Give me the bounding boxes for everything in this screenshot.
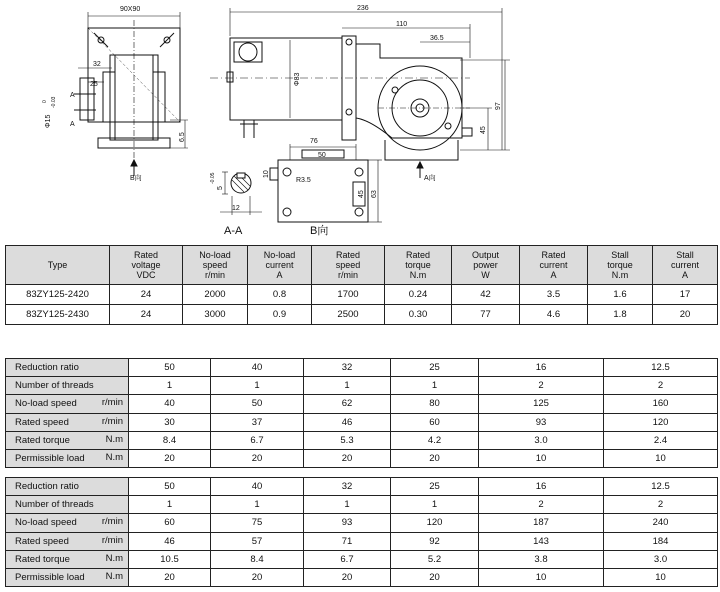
- gearbox-table-1: [5, 358, 718, 468]
- dim-shaft-tol-top: 0: [42, 100, 48, 103]
- dim-10: 10: [263, 170, 270, 178]
- table-cell: 93: [479, 413, 604, 431]
- row-label: Rated speed r/min: [6, 532, 129, 550]
- table-row: [6, 395, 718, 413]
- row-label: No-load speed r/min: [6, 395, 129, 413]
- row-label: Reduction ratio: [6, 359, 129, 377]
- front-view: [74, 12, 188, 176]
- header-cell: Stall current A: [653, 246, 718, 285]
- header-cell: No-load current A: [248, 246, 312, 285]
- table-cell: 4.2: [391, 431, 479, 449]
- table-cell: 1: [211, 496, 304, 514]
- cell-type: 83ZY125-2430: [6, 305, 110, 325]
- row-label: Rated speed r/min: [6, 413, 129, 431]
- arrow-label-a: A向: [424, 175, 436, 182]
- table-cell: 71: [304, 532, 391, 550]
- view-b: [270, 144, 382, 222]
- header-cell: Rated current A: [520, 246, 588, 285]
- table-cell: 6.7: [211, 431, 304, 449]
- table-cell: 12.5: [604, 359, 718, 377]
- table-cell: 77: [452, 305, 520, 325]
- header-cell: Output power W: [452, 246, 520, 285]
- dim-63: 63: [371, 190, 378, 198]
- table-cell: 0.30: [385, 305, 452, 325]
- dim-25: 25: [90, 81, 98, 88]
- arrow-label-b: B向: [130, 175, 142, 182]
- header-cell: Type: [6, 246, 110, 285]
- table-cell: 93: [304, 514, 391, 532]
- table-cell: 24: [110, 305, 183, 325]
- table-cell: 10: [604, 568, 718, 586]
- dim-110: 110: [396, 21, 408, 28]
- table-row: [6, 449, 718, 467]
- table-cell: 20: [391, 568, 479, 586]
- label-a-bottom: A: [70, 121, 75, 128]
- dim-key-tol: -0.05: [210, 172, 216, 184]
- dim-36-5: 36.5: [430, 35, 444, 42]
- table-row: [6, 514, 718, 532]
- table-cell: 2.4: [604, 431, 718, 449]
- table-cell: 1: [129, 377, 211, 395]
- header-cell: Rated voltage VDC: [110, 246, 183, 285]
- dim-12: 12: [232, 205, 240, 212]
- table-cell: 42: [452, 285, 520, 305]
- table-cell: 46: [304, 413, 391, 431]
- table-cell: 20: [129, 568, 211, 586]
- table-row: [6, 496, 718, 514]
- table-cell: 60: [129, 514, 211, 532]
- table-cell: 8.4: [129, 431, 211, 449]
- row-label: Permissible load N.m: [6, 568, 129, 586]
- table-cell: 37: [211, 413, 304, 431]
- table-cell: 92: [391, 532, 479, 550]
- table-row: [6, 413, 718, 431]
- dim-6-5: 6.5: [179, 132, 186, 142]
- table-cell: 3.8: [479, 550, 604, 568]
- table-cell: 20: [653, 305, 718, 325]
- table-cell: 20: [129, 449, 211, 467]
- table-cell: 50: [129, 478, 211, 496]
- cell-type: 83ZY125-2420: [6, 285, 110, 305]
- table-cell: 17: [653, 285, 718, 305]
- table-cell: 6.7: [304, 550, 391, 568]
- table-cell: 60: [391, 413, 479, 431]
- motor-table-header-row: [6, 246, 718, 285]
- row-label: No-load speed r/min: [6, 514, 129, 532]
- view-label-b: B向: [310, 225, 329, 237]
- dim-45-base: 45: [358, 190, 365, 198]
- table-cell: 25: [391, 478, 479, 496]
- table-row: [6, 478, 718, 496]
- table-cell: 3.0: [604, 550, 718, 568]
- table-cell: 1.6: [588, 285, 653, 305]
- table-cell: 50: [129, 359, 211, 377]
- table-cell: 20: [211, 449, 304, 467]
- table-cell: 5.2: [391, 550, 479, 568]
- header-cell: No-load speed r/min: [183, 246, 248, 285]
- table-row: [6, 431, 718, 449]
- table-cell: 8.4: [211, 550, 304, 568]
- table-cell: 2: [604, 496, 718, 514]
- row-label: Reduction ratio: [6, 478, 129, 496]
- gearbox-table-2: [5, 477, 718, 587]
- table-row: [6, 359, 718, 377]
- motor-spec-table: [5, 245, 718, 325]
- label-a-top: A: [70, 92, 75, 99]
- table-cell: 1: [391, 377, 479, 395]
- table-cell: 3.0: [479, 431, 604, 449]
- table-cell: 32: [304, 359, 391, 377]
- table-cell: 46: [129, 532, 211, 550]
- section-label-aa: A-A: [224, 225, 243, 237]
- table-cell: 3.5: [520, 285, 588, 305]
- table-row: [6, 285, 718, 305]
- table-cell: 57: [211, 532, 304, 550]
- table-cell: 1.8: [588, 305, 653, 325]
- table-cell: 30: [129, 413, 211, 431]
- dim-76: 76: [310, 138, 318, 145]
- table-cell: 1: [304, 377, 391, 395]
- table-cell: 25: [391, 359, 479, 377]
- table-cell: 120: [391, 514, 479, 532]
- table-cell: 1: [304, 496, 391, 514]
- table-cell: 16: [479, 478, 604, 496]
- table-cell: 5.3: [304, 431, 391, 449]
- table-cell: 2000: [183, 285, 248, 305]
- table-cell: 62: [304, 395, 391, 413]
- table-cell: 1: [129, 496, 211, 514]
- table-row: [6, 568, 718, 586]
- table-cell: 75: [211, 514, 304, 532]
- row-label: Rated torque N.m: [6, 431, 129, 449]
- table-cell: 10: [479, 568, 604, 586]
- table-cell: 1700: [312, 285, 385, 305]
- header-cell: Rated torque N.m: [385, 246, 452, 285]
- dim-32: 32: [93, 61, 101, 68]
- side-view: [210, 8, 502, 150]
- row-label: Number of threads: [6, 496, 129, 514]
- table-cell: 0.9: [248, 305, 312, 325]
- row-label: Number of threads: [6, 377, 129, 395]
- table-cell: 2500: [312, 305, 385, 325]
- dim-shaft-diameter: Φ15: [45, 114, 52, 128]
- dim-key-5: 5: [217, 186, 224, 190]
- table-cell: 20: [391, 449, 479, 467]
- table-row: [6, 550, 718, 568]
- table-cell: 4.6: [520, 305, 588, 325]
- table-cell: 80: [391, 395, 479, 413]
- dim-45-right: 45: [480, 126, 487, 134]
- table-row: [6, 305, 718, 325]
- row-label: Permissible load N.m: [6, 449, 129, 467]
- table-cell: 125: [479, 395, 604, 413]
- dim-97: 97: [495, 102, 502, 110]
- table-cell: 120: [604, 413, 718, 431]
- dim-shaft-tol-bottom: -0.03: [51, 96, 57, 108]
- table-cell: 40: [211, 359, 304, 377]
- dim-50: 50: [318, 152, 326, 159]
- table-cell: 2: [479, 496, 604, 514]
- table-row: [6, 532, 718, 550]
- row-label: Rated torque N.m: [6, 550, 129, 568]
- table-cell: 10: [604, 449, 718, 467]
- table-cell: 1: [391, 496, 479, 514]
- dim-radius: R3.5: [296, 177, 311, 184]
- table-cell: 40: [129, 395, 211, 413]
- table-cell: 10.5: [129, 550, 211, 568]
- table-cell: 2: [604, 377, 718, 395]
- table-cell: 50: [211, 395, 304, 413]
- table-cell: 32: [304, 478, 391, 496]
- table-row: [6, 377, 718, 395]
- table-cell: 2: [479, 377, 604, 395]
- section-aa: [220, 172, 262, 215]
- dim-90x90: 90X90: [120, 6, 141, 13]
- table-cell: 0.24: [385, 285, 452, 305]
- dim-236: 236: [357, 5, 369, 12]
- table-cell: 20: [304, 568, 391, 586]
- table-cell: 187: [479, 514, 604, 532]
- table-cell: 10: [479, 449, 604, 467]
- table-cell: 0.8: [248, 285, 312, 305]
- table-cell: 20: [211, 568, 304, 586]
- table-cell: 1: [211, 377, 304, 395]
- dim-body-diameter: Φ83: [294, 72, 301, 86]
- header-cell: Rated speed r/min: [312, 246, 385, 285]
- header-cell: Stall torque N.m: [588, 246, 653, 285]
- table-cell: 143: [479, 532, 604, 550]
- table-cell: 24: [110, 285, 183, 305]
- technical-drawing: [0, 0, 720, 242]
- table-cell: 20: [304, 449, 391, 467]
- table-cell: 40: [211, 478, 304, 496]
- table-cell: 240: [604, 514, 718, 532]
- table-cell: 3000: [183, 305, 248, 325]
- table-cell: 160: [604, 395, 718, 413]
- table-cell: 16: [479, 359, 604, 377]
- table-cell: 184: [604, 532, 718, 550]
- table-cell: 12.5: [604, 478, 718, 496]
